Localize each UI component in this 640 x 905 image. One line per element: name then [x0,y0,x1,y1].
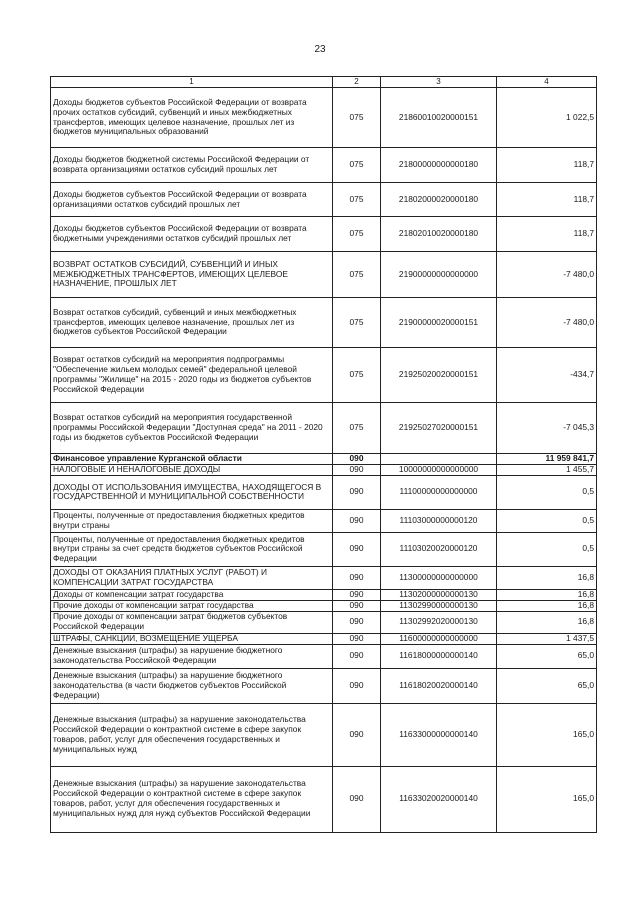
table-row [51,532,597,566]
row-name: Денежные взыскания (штрафы) за нарушение законодательства Российской Федерации о контрактной системе в сфере закупок товаров, работ, услуг для обеспечения государственных и муниципальных нужд для нужд субъектов Российской Федерации [51,766,333,832]
row-admin-code: 090 [333,532,381,566]
row-admin-code: 075 [333,252,381,298]
row-name: Возврат остатков субсидий, субвенций и иных межбюджетных трансфертов, имеющих целевое назначение, прошлых лет из бюджетов субъектов Российской Федерации [51,298,333,348]
row-budget-code: 21802000020000180 [381,183,497,217]
row-name: ДОХОДЫ ОТ ИСПОЛЬЗОВАНИЯ ИМУЩЕСТВА, НАХОДЯЩЕГОСЯ В ГОСУДАРСТВЕННОЙ И МУНИЦИПАЛЬНОЙ СОБСТВЕННОСТИ [51,475,333,509]
table-row [51,183,597,217]
row-budget-code: 11633000000000140 [381,703,497,766]
table-row [51,644,597,668]
row-admin-code: 090 [333,633,381,644]
row-name: Проценты, полученные от предоставления бюджетных кредитов внутри страны за счет средств бюджетов субъектов Российской Федерации [51,532,333,566]
row-budget-code: 11103020020000120 [381,532,497,566]
column-header-code: 3 [381,77,497,88]
row-admin-code: 075 [333,183,381,217]
row-budget-code: 21925020020000151 [381,348,497,403]
table-row [51,475,597,509]
row-name: Прочие доходы от компенсации затрат бюджетов субъектов Российской Федерации [51,611,333,633]
table-row [51,464,597,475]
row-admin-code: 075 [333,88,381,148]
table-row [51,611,597,633]
row-amount: 118,7 [497,148,597,183]
row-amount: 16,8 [497,566,597,589]
table-row [51,509,597,532]
row-budget-code: 21900000020000151 [381,298,497,348]
row-amount: 16,8 [497,600,597,611]
row-name: Доходы от компенсации затрат государства [51,589,333,600]
row-admin-code: 090 [333,703,381,766]
table-row [51,703,597,766]
row-amount: 65,0 [497,644,597,668]
row-name: Денежные взыскания (штрафы) за нарушение законодательства Российской Федерации о контрактной системе в сфере закупок товаров, работ, услуг для обеспечения государственных и муниципальных нужд [51,703,333,766]
table-row [51,217,597,252]
row-amount: 65,0 [497,668,597,703]
row-amount: -434,7 [497,348,597,403]
row-budget-code: 11300000000000000 [381,566,497,589]
row-amount: 1 455,7 [497,464,597,475]
page-number: 23 [314,44,326,55]
row-admin-code: 090 [333,611,381,633]
row-amount: 165,0 [497,766,597,832]
header-row [51,77,597,88]
row-amount: 1 437,5 [497,633,597,644]
row-amount: 165,0 [497,703,597,766]
row-name: Возврат остатков субсидий на мероприятия государственной программы Российской Федерации "Доступная среда" на 2011 - 2020 годы из бюджетов субъектов Российской Федерации [51,403,333,454]
row-name: Денежные взыскания (штрафы) за нарушение бюджетного законодательства Российской Федерации [51,644,333,668]
row-admin-code: 090 [333,475,381,509]
table-row [51,88,597,148]
row-admin-code: 090 [333,600,381,611]
row-amount: 0,5 [497,532,597,566]
table-row [51,348,597,403]
row-budget-code: 11618020020000140 [381,668,497,703]
row-admin-code: 090 [333,668,381,703]
row-budget-code: 11618000000000140 [381,644,497,668]
row-name: Доходы бюджетов субъектов Российской Федерации от возврата бюджетными учреждениями остатков субсидий прошлых лет [51,217,333,252]
table-row [51,252,597,298]
row-budget-code: 21925027020000151 [381,403,497,454]
row-name: ДОХОДЫ ОТ ОКАЗАНИЯ ПЛАТНЫХ УСЛУГ (РАБОТ) И КОМПЕНСАЦИИ ЗАТРАТ ГОСУДАРСТВА [51,566,333,589]
row-admin-code: 075 [333,298,381,348]
row-amount: 0,5 [497,509,597,532]
row-admin-code: 090 [333,766,381,832]
row-amount: 1 022,5 [497,88,597,148]
row-budget-code: 21802010020000180 [381,217,497,252]
table-row [51,766,597,832]
row-admin-code: 090 [333,464,381,475]
row-budget-code: 11600000000000000 [381,633,497,644]
row-name: Доходы бюджетов субъектов Российской Федерации от возврата организациями остатков субсидий прошлых лет [51,183,333,217]
row-name: Доходы бюджетов субъектов Российской Федерации от возврата прочих остатков субсидий, субвенций и иных межбюджетных трансфертов, имеющих целевое назначение, прошлых лет из бюджетов муниципальных образований [51,88,333,148]
table-row [51,298,597,348]
row-budget-code: 11103000000000120 [381,509,497,532]
row-amount: 11 959 841,7 [497,454,597,465]
column-header-amount: 4 [497,77,597,88]
row-amount: 118,7 [497,217,597,252]
row-name: Прочие доходы от компенсации затрат государства [51,600,333,611]
row-amount: 16,8 [497,589,597,600]
table-row [51,403,597,454]
row-amount: -7 480,0 [497,252,597,298]
row-admin-code: 090 [333,454,381,465]
row-admin-code: 075 [333,403,381,454]
row-budget-code: 11302000000000130 [381,589,497,600]
row-budget-code: 21800000000000180 [381,148,497,183]
table-row [51,148,597,183]
row-budget-code [381,454,497,465]
row-admin-code: 090 [333,589,381,600]
row-amount: 16,8 [497,611,597,633]
table-row [51,589,597,600]
row-budget-code: 10000000000000000 [381,464,497,475]
row-name: Возврат остатков субсидий на мероприятия подпрограммы "Обеспечение жильем молодых семей" федеральной целевой программы "Жилище" на 2015 - 2020 годы из бюджетов субъектов Российской Федерации [51,348,333,403]
table-row [51,454,597,465]
row-admin-code: 090 [333,566,381,589]
table-row [51,633,597,644]
table-row [51,668,597,703]
row-budget-code: 21900000000000000 [381,252,497,298]
row-amount: 0,5 [497,475,597,509]
row-name: ВОЗВРАТ ОСТАТКОВ СУБСИДИЙ, СУБВЕНЦИЙ И ИНЫХ МЕЖБЮДЖЕТНЫХ ТРАНСФЕРТОВ, ИМЕЮЩИХ ЦЕЛЕВОЕ НАЗНАЧЕНИЕ, ПРОШЛЫХ ЛЕТ [51,252,333,298]
row-admin-code: 075 [333,148,381,183]
row-name: Денежные взыскания (штрафы) за нарушение бюджетного законодательства (в части бюджетов субъектов Российской Федерации) [51,668,333,703]
column-header-admin: 2 [333,77,381,88]
row-budget-code: 21860010020000151 [381,88,497,148]
row-name: НАЛОГОВЫЕ И НЕНАЛОГОВЫЕ ДОХОДЫ [51,464,333,475]
row-admin-code: 090 [333,644,381,668]
row-amount: -7 480,0 [497,298,597,348]
revenue-table [50,76,597,833]
row-amount: -7 045,3 [497,403,597,454]
row-name: Проценты, полученные от предоставления бюджетных кредитов внутри страны [51,509,333,532]
row-budget-code: 11302990000000130 [381,600,497,611]
row-budget-code: 11302992020000130 [381,611,497,633]
column-header-name: 1 [51,77,333,88]
row-name: Доходы бюджетов бюджетной системы Российской Федерации от возврата организациями остатков субсидий прошлых лет [51,148,333,183]
row-amount: 118,7 [497,183,597,217]
row-admin-code: 075 [333,348,381,403]
table-row [51,600,597,611]
row-admin-code: 090 [333,509,381,532]
row-budget-code: 11633020020000140 [381,766,497,832]
row-name: ШТРАФЫ, САНКЦИИ, ВОЗМЕЩЕНИЕ УЩЕРБА [51,633,333,644]
table-row [51,566,597,589]
row-admin-code: 075 [333,217,381,252]
row-budget-code: 11100000000000000 [381,475,497,509]
row-name: Финансовое управление Курганской области [51,454,333,465]
